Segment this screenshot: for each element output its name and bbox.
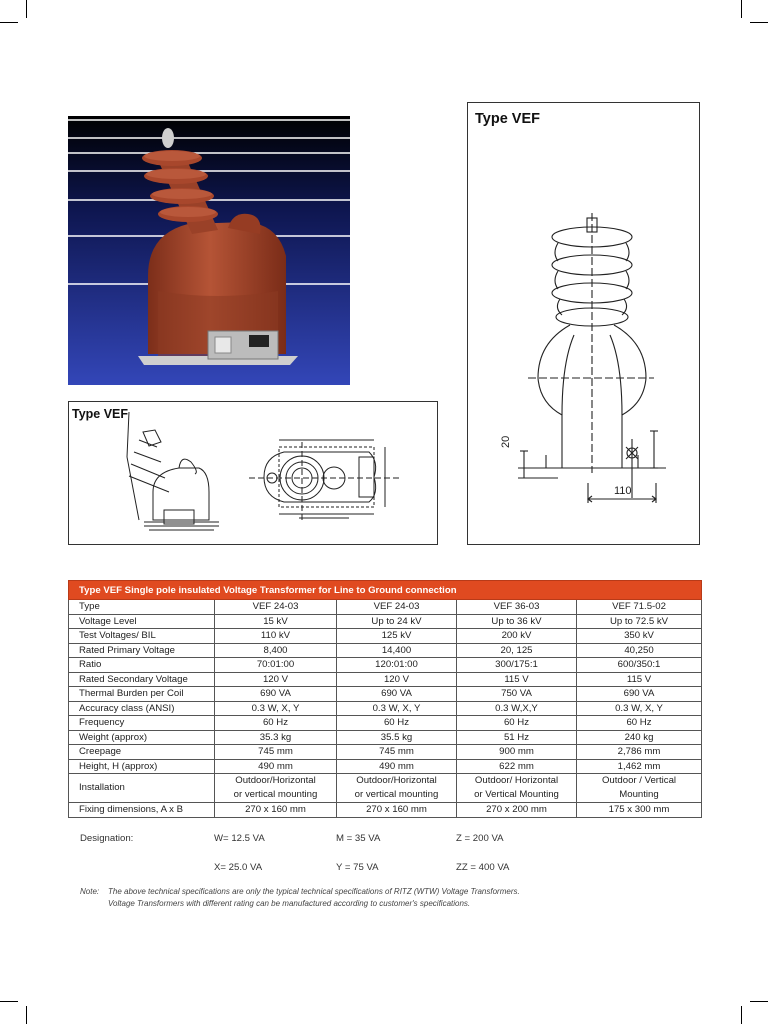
table-row [69, 716, 702, 731]
designation-w: W= 12.5 VA [214, 833, 265, 844]
table-cell: 8,400 [215, 643, 337, 658]
transformer-front-drawing [468, 103, 701, 546]
table-row [69, 701, 702, 716]
crop-mark [0, 1001, 18, 1002]
table-cell: 240 kg [577, 730, 702, 745]
table-cell: 60 Hz [215, 716, 337, 731]
table-cell: 270 x 160 mm [215, 803, 337, 818]
table-cell: VEF 24-03 [215, 600, 337, 615]
table-cell: 0.3 W,X,Y [457, 701, 577, 716]
table-row [69, 687, 702, 702]
table-cell: 900 mm [457, 745, 577, 760]
crop-mark [26, 0, 27, 18]
row-label: Fixing dimensions, A x B [69, 803, 215, 818]
table-cell: VEF 71.5-02 [577, 600, 702, 615]
table-cell: VEF 24-03 [337, 600, 457, 615]
table-cell: 70:01:00 [215, 658, 337, 673]
installation-line: or Vertical Mounting [474, 789, 559, 800]
row-label: Thermal Burden per Coil [69, 687, 215, 702]
table-cell: 35.3 kg [215, 730, 337, 745]
crop-mark [750, 1001, 768, 1002]
table-cell: 350 kV [577, 629, 702, 644]
table-cell [577, 774, 702, 803]
installation-line: or vertical mounting [354, 789, 439, 800]
note-line-1: The above technical specifications are only the typical technical specifications of RITZ (WTW) Voltage Transformers. [108, 887, 520, 896]
dimension-width-label: 110 [614, 485, 632, 497]
crop-mark [741, 1006, 742, 1024]
designation-y: Y = 75 VA [336, 862, 379, 873]
row-label: Type [69, 600, 215, 615]
table-cell: 0.3 W, X, Y [215, 701, 337, 716]
row-label: Creepage [69, 745, 215, 760]
table-cell: 60 Hz [577, 716, 702, 731]
table-row [69, 759, 702, 774]
table-cell: 15 kV [215, 614, 337, 629]
installation-line: Outdoor/ Horizontal [474, 775, 559, 786]
table-cell: 120 V [215, 672, 337, 687]
table-cell: 120:01:00 [337, 658, 457, 673]
table-row-installation [69, 774, 702, 803]
table-cell: Up to 36 kV [457, 614, 577, 629]
table-cell [337, 774, 457, 803]
row-label: Voltage Level [69, 614, 215, 629]
product-photo [68, 116, 350, 385]
table-cell: 120 V [337, 672, 457, 687]
table-cell: 690 VA [577, 687, 702, 702]
installation-line: Outdoor/Horizontal [356, 775, 437, 786]
table-cell: 0.3 W, X, Y [577, 701, 702, 716]
table-cell: 40,250 [577, 643, 702, 658]
table-cell: 51 Hz [457, 730, 577, 745]
table-row [69, 730, 702, 745]
table-cell: 745 mm [215, 745, 337, 760]
installation-line: Mounting [619, 789, 659, 800]
transformer-photo-illustration [68, 116, 350, 385]
table-cell: 115 V [577, 672, 702, 687]
table-cell: 490 mm [337, 759, 457, 774]
designation-m: M = 35 VA [336, 833, 381, 844]
table-cell: 14,400 [337, 643, 457, 658]
table-cell: 125 kV [337, 629, 457, 644]
table-row [69, 658, 702, 673]
crop-mark [26, 1006, 27, 1024]
designation-label: Designation: [80, 833, 134, 844]
crop-mark [741, 0, 742, 18]
table-cell: 490 mm [215, 759, 337, 774]
table-cell: 2,786 mm [577, 745, 702, 760]
table-cell: 175 x 300 mm [577, 803, 702, 818]
table-cell: Up to 24 kV [337, 614, 457, 629]
table-cell: VEF 36-03 [457, 600, 577, 615]
row-label: Weight (approx) [69, 730, 215, 745]
dimension-height-label: 20 [500, 435, 512, 448]
table-cell: 690 VA [337, 687, 457, 702]
table-cell: 745 mm [337, 745, 457, 760]
installation-line: Outdoor / Vertical [601, 775, 677, 786]
table-row [69, 629, 702, 644]
technical-drawing-box [467, 102, 700, 545]
row-label: Ratio [69, 658, 215, 673]
table-row [69, 600, 702, 615]
table-header-row [69, 581, 702, 600]
row-label: Rated Primary Voltage [69, 643, 215, 658]
note-line-2: Voltage Transformers with different rating can be manufactured according to customer's specifications. [108, 899, 471, 908]
designation-zz: ZZ = 400 VA [456, 862, 510, 873]
row-label: Height, H (approx) [69, 759, 215, 774]
designation-z: Z = 200 VA [456, 833, 504, 844]
designation-x: X= 25.0 VA [214, 862, 263, 873]
drawing-box-title: Type VEF [475, 111, 540, 127]
table-row [69, 643, 702, 658]
table-cell: 300/175:1 [457, 658, 577, 673]
table-cell: 600/350:1 [577, 658, 702, 673]
table-cell: 200 kV [457, 629, 577, 644]
table-cell [457, 774, 577, 803]
table-row [69, 745, 702, 760]
table-cell: 690 VA [215, 687, 337, 702]
row-label: Frequency [69, 716, 215, 731]
table-row-fixing [69, 803, 702, 818]
table-cell [215, 774, 337, 803]
crop-mark [750, 22, 768, 23]
table-cell: 60 Hz [337, 716, 457, 731]
transformer-side-drawing [69, 402, 439, 546]
table-cell: 750 VA [457, 687, 577, 702]
table-row [69, 614, 702, 629]
table-cell: Up to 72.5 kV [577, 614, 702, 629]
small-drawing-box [68, 401, 438, 545]
row-label: Accuracy class (ANSI) [69, 701, 215, 716]
note-prefix: Note: [80, 887, 100, 896]
table-cell: 60 Hz [457, 716, 577, 731]
table-cell: 0.3 W, X, Y [337, 701, 457, 716]
table-header-title: Type VEF Single pole insulated Voltage Transformer for Line to Ground connection [69, 581, 702, 600]
table-cell: 622 mm [457, 759, 577, 774]
table-cell: 20, 125 [457, 643, 577, 658]
table-cell: 115 V [457, 672, 577, 687]
table-cell: 35.5 kg [337, 730, 457, 745]
row-label: Test Voltages/ BIL [69, 629, 215, 644]
table-cell: 110 kV [215, 629, 337, 644]
crop-mark [0, 22, 18, 23]
table-cell: 270 x 160 mm [337, 803, 457, 818]
row-label: Installation [69, 774, 215, 803]
installation-line: or vertical mounting [233, 789, 318, 800]
table-cell: 1,462 mm [577, 759, 702, 774]
specification-table [68, 580, 702, 818]
row-label: Rated Secondary Voltage [69, 672, 215, 687]
small-box-title: Type VEF [72, 407, 129, 421]
table-row [69, 672, 702, 687]
installation-line: Outdoor/Horizontal [235, 775, 316, 786]
table-cell: 270 x 200 mm [457, 803, 577, 818]
